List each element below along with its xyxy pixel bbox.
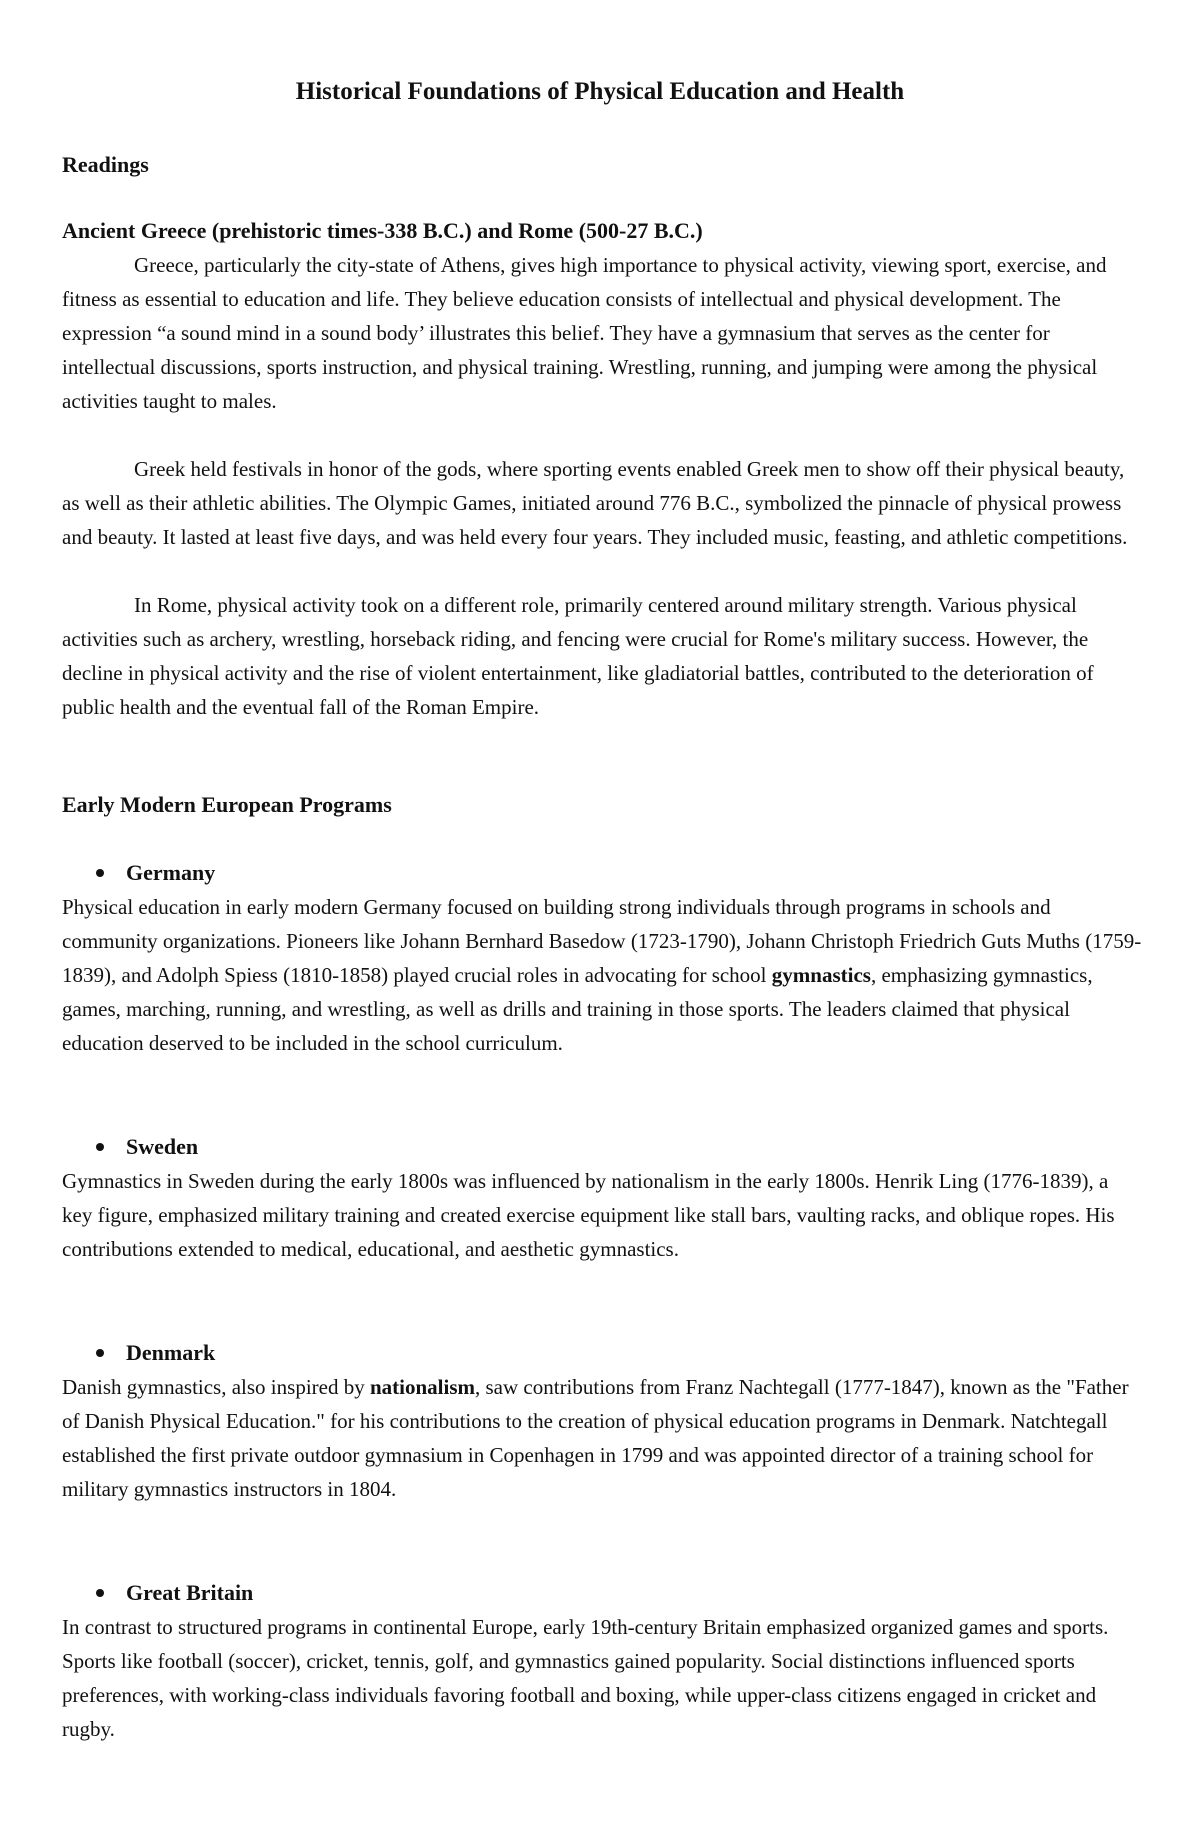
germany-label: Germany — [126, 860, 216, 885]
denmark-text-before: Danish gymnastics, also inspired by — [62, 1375, 370, 1399]
bullet-dot-icon — [96, 1143, 104, 1151]
greece-paragraph: Greece, particularly the city-state of Athens, gives high importance to physical activity, viewing sport, exercise, and fitness as essential to education and life. They believe education consists of intellectual and physical development. The expression “a sound mind in a sound body’ illustrates this belief. They have a gymnasium that serves as the center for intellectual discussions, sports instruction, and physical training. Wrestling, running, and jumping were among the physical activities taught to males. — [62, 253, 1107, 413]
denmark-paragraph — [62, 1370, 1142, 1506]
festivals-paragraph: Greek held festivals in honor of the gods, where sporting events enabled Greek men to show off their physical beauty, as well as their athletic abilities. The Olympic Games, initiated around 776 B.C., symbolized the pinnacle of physical prowess and beauty. It lasted at least five days, and was held every four years. They included music, feasting, and athletic competitions. — [62, 457, 1128, 549]
denmark-bold-word: nationalism — [369, 1375, 475, 1399]
sweden-bullet — [96, 1134, 198, 1160]
greece-rome-heading: Ancient Greece (prehistoric times-338 B.C.) and Rome (500-27 B.C.) — [62, 218, 703, 243]
bullet-dot-icon — [96, 869, 104, 877]
bullet-dot-icon — [96, 1589, 104, 1597]
denmark-label: Denmark — [126, 1340, 216, 1365]
denmark-bullet — [96, 1340, 215, 1366]
germany-text-before: Physical education in early modern Germany focused on building strong individuals through programs in schools and community organizations. Pioneers like Johann Bernhard Basedow (1723-1790), Johann Christoph Friedrich Guts Muths (1759-1839), and Adolph Spiess (1810-1858) played crucial roles in advocating for school — [62, 895, 1142, 987]
germany-paragraph — [62, 890, 1142, 1060]
germany-bullet — [96, 860, 215, 886]
sweden-paragraph: Gymnastics in Sweden during the early 1800s was influenced by nationalism in the early 1800s. Henrik Ling (1776-1839), a key figure, emphasized military training and created exercise equipment like stall bars, vaulting racks, and oblique ropes. His contributions extended to medical, educational, and aesthetic gymnastics. — [62, 1169, 1115, 1261]
europe-heading: Early Modern European Programs — [62, 792, 392, 817]
germany-bold-word: gymnastics — [771, 963, 871, 987]
germany-text-after: , emphasizing gymnastics, games, marching, running, and wrestling, as well as drills and training in those sports. The leaders claimed that physical education deserved to be included in the school curriculum. — [62, 963, 1093, 1055]
bullet-dot-icon — [96, 1349, 104, 1357]
britain-bullet — [96, 1580, 253, 1606]
britain-paragraph: In contrast to structured programs in continental Europe, early 19th-century Britain emphasized organized games and sports. Sports like football (soccer), cricket, tennis, golf, and gymnastics gained popularity. Social distinctions influenced sports preferences, with working-class individuals favoring football and boxing, while upper-class citizens engaged in cricket and rugby. — [62, 1615, 1109, 1741]
britain-label: Great Britain — [126, 1580, 254, 1605]
readings-label: Readings — [62, 152, 149, 177]
denmark-text-after: , saw contributions from Franz Nachtegall (1777-1847), known as the "Father of Danish Physical Education." for his contributions to the creation of physical education programs in Denmark. Natchtegall established the first private outdoor gymnasium in Copenhagen in 1799 and was appointed director of a training school for military gymnastics instructors in 1804. — [62, 1375, 1129, 1501]
page-title: Historical Foundations of Physical Education and Health — [295, 78, 905, 105]
rome-paragraph: In Rome, physical activity took on a different role, primarily centered around military strength. Various physical activities such as archery, wrestling, horseback riding, and fencing were crucial for Rome's military success. However, the decline in physical activity and the rise of violent entertainment, like gladiatorial battles, contributed to the deterioration of public health and the eventual fall of the Roman Empire. — [62, 593, 1094, 719]
sweden-label: Sweden — [126, 1134, 199, 1159]
